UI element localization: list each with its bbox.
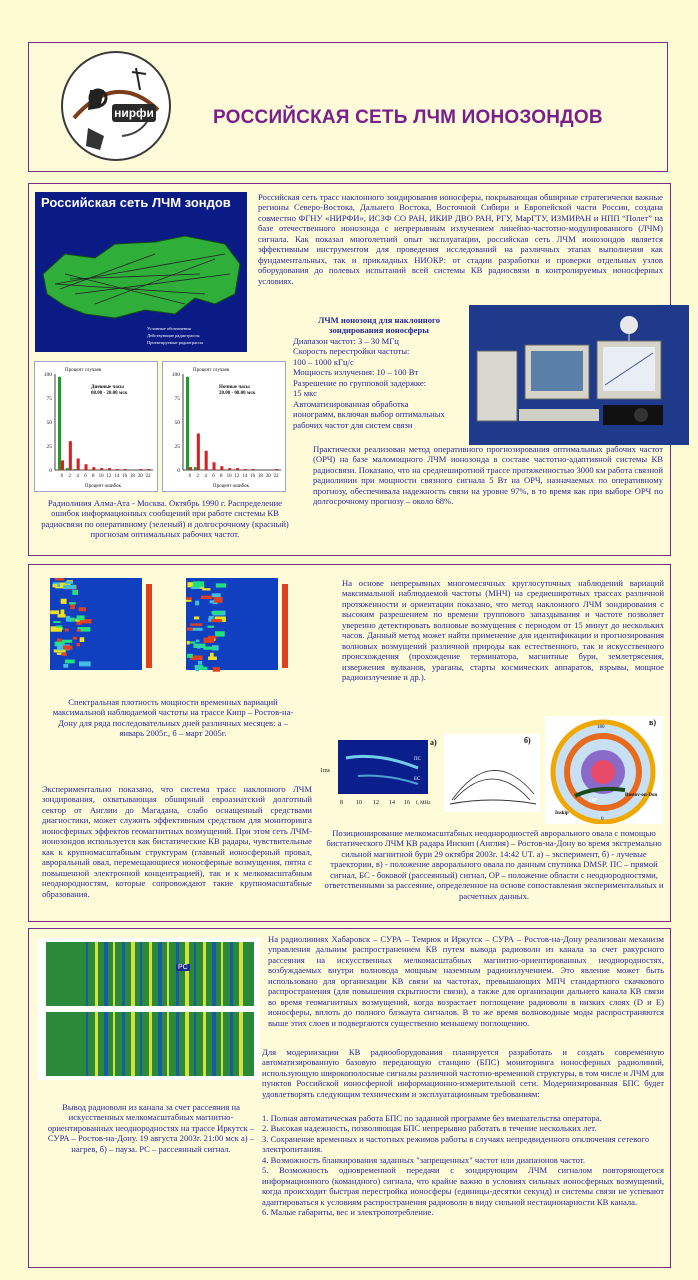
spectrogram-cell [187, 654, 193, 658]
chart-night-ylabel: Процент случаев [193, 368, 230, 373]
spectrogram-cell [190, 641, 196, 643]
y-tick-label: 25 [46, 444, 52, 450]
map-label-op: OP [589, 798, 598, 804]
x-tick-label: 2 [196, 474, 199, 479]
spectrogram-cell [190, 623, 202, 625]
map-drawing [35, 214, 247, 352]
spec-line: 100 – 1000 кГц/с [293, 356, 354, 367]
bar [275, 469, 278, 470]
aurora-caption: Позиционирование мелкомасштабных неоднородностей аврорального овала с помощью бистатического ЛЧМ КВ радара Инскип (Англия) – Ростов-на-Дону во время экстремально сильной магнитной бури 29 октября 2003г. 14:42 UT. а) – эксперимент, б) - лучевые траектории, в) - положение аврорального овала по данным спутника DMSP. ПС – прямой сигнал, БС - боковой (рассеянный) сигнал, OP – положение области с неоднородностями, ответственными за рассеяние, определенное на основе сопоставления экспериментальных и расчетных данных. [324, 828, 664, 901]
heating-caption: Вывод радиоволн из канала за счет рассеяния на искусственных мелкомасштабных магнитно-ориентированных неоднородностях на трассе Иркутск – СУРА – Ростов-на-Дону. 19 августа 2003г. 21:00 мск а) – нагрев, б) – пауза. РС – рассеянный сигнал. [47, 1102, 255, 1154]
spectrogram-cell [76, 643, 80, 646]
heating-stripe [167, 1012, 169, 1076]
heating-stripe [185, 942, 189, 1006]
spec-line: Автоматизированная обработка [293, 398, 409, 409]
x-tick-label: 20 [265, 474, 271, 479]
spectrogram-cell [79, 607, 86, 611]
ionogram-panel [318, 738, 438, 810]
x-tick-label: 4 [204, 474, 207, 479]
spectrogram-cell [57, 645, 63, 651]
requirement-item: 5. Возможность одновременной передачи с зондирующим ЛЧМ сигналом повторяющегося информационного (командного) сигнала, что крайне важно в условиях сильных ионосферных возмущений, когда происходит быстрая перестройка ионосферы (единицы-десятки секунд) и системы связи не успевают адаптироваться к условиям распространения радиоволн в виду сильной нестационарности КВ канала. [262, 1165, 664, 1207]
heating-stripe [239, 942, 243, 1006]
map-legend-0: Условные обозначения [147, 326, 191, 331]
x-tick-label: 14 [114, 474, 120, 479]
chart-day-ylabel: Процент случаев [65, 368, 102, 373]
spectrogram-cell [194, 616, 199, 619]
chart-day-title-line [91, 385, 128, 396]
spectrogram-cell [55, 578, 64, 580]
section1-specs [293, 315, 465, 430]
spectrogram-cell [201, 596, 212, 599]
bar [66, 468, 69, 470]
heating-stripe [230, 1012, 233, 1076]
y-tick-label: 50 [174, 420, 180, 426]
x-tick-label: 2 [68, 474, 71, 479]
bar [213, 462, 216, 470]
heating-stripe [212, 942, 216, 1006]
spectrogram-cell [56, 625, 62, 627]
heating-stripe [140, 942, 142, 1006]
map-title: Российская сеть ЛЧМ зондов [41, 195, 231, 210]
spectrogram-cell [193, 581, 204, 587]
requirement-item: 3. Сохранение временных и частотных режимов работы в случаях непредвиденного отключения сетевого электропитания. [262, 1133, 650, 1155]
x-tick-label: 20 [137, 474, 143, 479]
spectrogram-cell [207, 626, 213, 628]
y-tick-label: 75 [174, 396, 180, 402]
spectrogram-cell [61, 599, 67, 604]
spectrogram-cell [62, 646, 73, 650]
x-tick-label: 6 [84, 474, 87, 479]
ionogram-x-unit: f, MHz [416, 801, 431, 806]
bar [186, 377, 189, 470]
chart-day-panel [34, 361, 158, 492]
heating-stripe [230, 942, 233, 1006]
spectrogram-cell [212, 593, 221, 597]
spectrogram-cell [57, 653, 62, 655]
requirements-list [262, 1113, 664, 1218]
x-tick-label: 4 [76, 474, 79, 479]
heating-stripe [167, 942, 169, 1006]
requirement-item: 4. Возможность бланкирования заданных "запрещенных" частот или диапазонов частот. [262, 1154, 586, 1165]
x-tick-label: 0 [60, 474, 64, 479]
y-tick-label: 0 [49, 468, 52, 474]
map-label-0: 0 [601, 817, 604, 822]
heating-stripe [122, 942, 125, 1006]
chart-day [35, 362, 157, 491]
spectrogram-cell [69, 602, 76, 604]
heating-stripe [239, 1012, 243, 1076]
x-tick-label: 12 [106, 474, 112, 479]
spectrogram-cell [65, 660, 75, 664]
x-tick-label: 0 [188, 474, 192, 479]
tag-pc: PC [178, 964, 188, 971]
map-legend-1: Действующие радиотрассы [147, 333, 200, 338]
bar [194, 467, 197, 470]
label-a: а) [430, 738, 437, 747]
heating-stripe [122, 1012, 125, 1076]
spectrogram-cell [65, 581, 72, 584]
spectrogram-cell [187, 641, 190, 645]
heating-stripe [104, 942, 108, 1006]
section1-intro: Российская сеть трасс наклонного зондирования ионосферы, покрывающая обширные стратегически важные регионы Северо-Востока, Дальнего Востока, Восточной Сибири и Европейской части России, создана совместно ФГНУ «НИРФИ», ИСЗФ СО РАН, ИКИР ДВО РАН, РГУ, МарГТУ, ИЗМИРАН и НПП “Полет” на базе отечественного ионозонда с непрерывным излучением линейно-частотно-модулированного (ЛЧМ) сигнала. Как показал многолетний опыт эксплуатации, российская сеть ЛЧМ ионозондов является эффективным инструментом для проведения исследований на различных этапах выполнения как фундаментальных, так и прикладных НИОКР: от стадии разработки и проверки отдельных узлов оборудования до полевых испытаний всей системы КВ радиосвязи в контролируемых ионосферных условиях. [258, 192, 663, 286]
nirfi-logo [60, 50, 172, 162]
spec-line: Скорость перестройки частоты: [293, 346, 410, 357]
spectrogram-cell [212, 611, 223, 614]
bar [69, 441, 72, 470]
heating-stripe [95, 942, 98, 1006]
x-tick-label: 16 [122, 474, 128, 479]
x-tick-label: 18 [257, 474, 263, 479]
x-tick-label: 22 [273, 474, 279, 479]
bar [252, 469, 255, 470]
heating-stripe [158, 1012, 162, 1076]
mnch-text: На основе непрерывных многомесячных круглосуточных наблюдений вариаций максимальной наблюдаемой частоты (МНЧ) на среднеширотных трассах различной протяженности и ориентации показано, что метод наклонного ЛЧМ зондирования с высоким разрешением по времени группового запаздывания и частоте позволяет уверенно детектировать волновые возмущения с периодом от 15 минут до нескольких часов. Данный метод может найти применение для идентификации и прогнозирования волновых возмущений различной природы как естественного, так и искусственного происхождения (прохождение терминатора, магнитные бури, землетрясения, извержения вулканов, ураганы, старты космических аппаратов, взрывы, мощное радиоизлучение и др.). [342, 578, 664, 683]
chart-day-title-1: Дневные часы [91, 385, 124, 390]
spectrogram-cell [77, 615, 85, 620]
x-tick-label: 22 [145, 474, 151, 479]
map-legend-2: Проектируемые радиотрассы [147, 340, 204, 345]
bar [189, 467, 192, 470]
x-tick-label: 14 [242, 474, 248, 479]
bar [85, 464, 88, 470]
bar [139, 469, 142, 470]
x-tick-label: 18 [129, 474, 135, 479]
ionogram-tick: 8 [340, 800, 343, 806]
requirement-item: 1. Полная автоматическая работа БПС по заданной программе без вмешательства оператора. [262, 1113, 602, 1123]
spec-line: ионограмм, включая выбор оптимальных [293, 409, 445, 420]
x-tick-label: 16 [250, 474, 256, 479]
spectrogram-cell [213, 667, 220, 672]
map-label-180: 180 [597, 725, 605, 730]
spectrum-panel-a [42, 576, 160, 680]
ionogram-tag-bs: БС [414, 777, 421, 782]
ionogram-tag-ps: ПС [414, 757, 421, 762]
y-tick-label: 0 [177, 468, 180, 474]
section3-text2: Для модернизации КВ радиооборудования планируется разработать и создать современную автоматизированную базовую передающую станцию (БПС) мониторинга ионосферных радиолиний, использующую широкополосные сигналы различной частотно-временной структуры, в том числе и ЛЧМ для пунктов Российской ионосферной информационно-измерительной сети. Модернизированная БПС будет удовлетворять следующим техническим и эксплуатационным требованиям: [262, 1047, 664, 1099]
spectrogram-cell [198, 661, 202, 665]
spec-line: Диапазон частот: 3 – 30 МГц [293, 335, 399, 346]
y-tick-label: 50 [46, 420, 52, 426]
colorbar [282, 584, 288, 668]
x-tick-label: 10 [226, 474, 232, 479]
bar [100, 468, 103, 470]
chart-night-title-2: 20.00 - 08.00 мск [219, 391, 256, 396]
section3-text1: На радиолиниях Хабаровск – СУРА – Темрюк и Иркутск – СУРА – Ростов-на-Дону реализован механизм управления дальним распространением КВ путем вывода радиоволн из канала за счет ракурсного рассеяния на искусственных мелкомасштабных магнитно-ориентированных неоднородностях, возбуждаемых внутри волновода мощным наземным радиоизлучением. Это явление может быть использовано для организации КВ связи на частотах, превышающих МПЧ стандартного скачкового распространения (для повышения скрытности связи), а также для организации дальнего канала КВ связи во время геомагнитных возмущений, когда возрастает поглощение радиоволн в низких слоях (D и E) ионосферы, вплоть до полного блэкаута сигналов. В то же время волноводные моды распространяются выше этих слоев и подвергаются существенно меньшему поглощению. [268, 934, 664, 1028]
bar [58, 377, 61, 470]
chart-night-xlabel: Процент ошибок [213, 484, 250, 489]
heating-stripe [86, 1012, 88, 1076]
heating-stripe [176, 1012, 179, 1076]
spectrogram-cell [50, 610, 59, 614]
spec-line: Разрешение по групповой задержке: [293, 377, 427, 388]
heating-stripe [149, 942, 152, 1006]
heating-stripe [212, 1012, 216, 1076]
heating-stripe [176, 942, 179, 1006]
spectrogram-cell [216, 583, 226, 587]
spectrogram-cell [203, 637, 214, 642]
heating-stripe [131, 942, 135, 1006]
map-label-rostov: Rostov-on-Don [625, 793, 658, 798]
spectrogram-cell [215, 631, 225, 636]
requirement-item: 6. Малые габариты, вес и электропотребление. [262, 1207, 434, 1218]
page-title: РОССИЙСКАЯ СЕТЬ ЛЧМ ИОНОЗОНДОВ [213, 107, 603, 128]
heating-stripe [185, 1012, 189, 1076]
ionogram-tick: 14 [389, 800, 395, 806]
chart-day-xlabel: Процент ошибок [85, 484, 122, 489]
heating-stripe [203, 942, 206, 1006]
chart-night [163, 362, 285, 491]
map-label-inskip: Inskip [555, 811, 569, 816]
heating-stripe [104, 1012, 108, 1076]
ionogram-tick: 10 [356, 800, 362, 806]
heating-stripe [113, 942, 115, 1006]
x-tick-label: 8 [220, 474, 223, 479]
heating-stripe [95, 1012, 98, 1076]
logo-text: нирфи [114, 106, 154, 120]
label-b: б) [524, 736, 531, 745]
y-tick-label: 100 [171, 372, 180, 378]
spectrogram-cell [186, 600, 191, 602]
bar [236, 468, 239, 470]
chart-night-title-1: Ночные часы [219, 385, 250, 390]
heating-stripe [131, 1012, 135, 1076]
spectrogram-cell [58, 614, 66, 617]
spectrogram-cell [73, 637, 77, 640]
spectrogram-bg [50, 578, 142, 670]
chart-day-title-2: 08.00 - 20.00 мск [91, 391, 128, 396]
spectrum-caption: Спектральная плотность мощности временных вариаций максимальной наблюдаемой частоты на трассе Кипр – Ростов-на-Дону для ряда последовательных дней различных месяцев: а – январь 2005г., б – март 2005г. [52, 697, 294, 739]
bar [124, 469, 127, 470]
y-tick-label: 25 [174, 444, 180, 450]
ionogram-tick: 16 [404, 800, 410, 806]
spectrogram-cell [77, 629, 81, 632]
spectrogram-cell [62, 653, 67, 656]
spectrogram-cell [63, 664, 68, 668]
ray-paths-panel [444, 734, 540, 812]
spectrogram-cell [210, 653, 214, 658]
bar [244, 469, 247, 470]
ionosonde-equipment-photo [469, 305, 689, 445]
heating-stripe [194, 1012, 196, 1076]
x-tick-label: 8 [92, 474, 95, 479]
spectrogram-cell [72, 590, 78, 595]
ionogram-y-label: 1ms [320, 768, 331, 774]
chart-night-title-line [219, 385, 256, 396]
experiment-text: Экспериментально показано, что система трасс наклонного ЛЧМ зондирования, охватывающая обширный евроазиатский долготный сектор от Англии до Магадана, слабо оснащенный средствами диагностики, может служить эффективным средством для мониторинга ионосферных эффектов геомагнитных возмущений. При этом сеть ЛЧМ-ионозондов используется как бистатические КВ радары, чувствительные как к крупномасштабным структурам (главный ионосферный провал, авроральный овал, перемещающиеся ионосферные возмущения, пятна с повышенной электронной концентрацией), так и к мелкомасштабным неоднородностям, которые сопровождают такие крупномасштабные образования. [42, 784, 312, 899]
bar [228, 468, 231, 470]
bar [220, 466, 223, 470]
spectrogram-cell [63, 585, 76, 589]
spectrogram-cell [79, 661, 91, 666]
chart-night-panel [162, 361, 286, 492]
spectrogram-cell [197, 644, 200, 648]
spectrogram-cell [53, 621, 60, 623]
heating-stripe [221, 1012, 223, 1076]
x-tick-label: 6 [212, 474, 215, 479]
spectrogram-cell [65, 628, 69, 631]
bar [92, 467, 95, 470]
spectrogram-cell [195, 601, 199, 606]
bar [205, 451, 208, 470]
bar [197, 434, 200, 470]
spectrogram-cell [66, 616, 70, 622]
bar [74, 469, 77, 470]
y-tick-label: 100 [43, 372, 52, 378]
ionogram-tick: 12 [373, 800, 379, 806]
label-c: в) [649, 718, 656, 727]
spectrogram-cell [52, 584, 57, 587]
specs-title: ЛЧМ ионозонд для наклонного зондирования ионосферы [317, 315, 441, 336]
x-tick-label: 12 [234, 474, 240, 479]
bar [77, 458, 80, 470]
y-tick-label: 75 [46, 396, 52, 402]
bar [61, 460, 64, 470]
spectrogram-cell [196, 640, 199, 643]
heating-stripe [194, 942, 196, 1006]
spec-line: рабочих частот для систем связи [293, 419, 413, 430]
bar [116, 469, 119, 470]
requirement-item: 2. Высокая надежность, позволяющая БПС непрерывно работать в течение нескольких лет. [262, 1123, 597, 1134]
spec-line: 15 мкс [293, 388, 317, 399]
spectrogram-cell [187, 628, 193, 631]
bar [108, 468, 111, 470]
spectrogram-cell [211, 619, 222, 622]
chart-caption: Радиолиния Алма-Ата - Москва. Октябрь 1990 г. Распределение ошибок информационных сообщений при работе системы КВ радиосвязи по оперативному (зеленый) и долгосрочному (красный) прогнозам оптимальных рабочих частот. [41, 498, 289, 540]
spectrum-panel-b [178, 576, 296, 680]
x-tick-label: 10 [98, 474, 104, 479]
heating-spectrogram [38, 938, 260, 1080]
spectrogram-cell [214, 597, 223, 603]
heating-stripe [149, 1012, 152, 1076]
heating-stripe [113, 1012, 115, 1076]
spectrogram-cell [80, 637, 85, 642]
heating-stripe [203, 1012, 206, 1076]
heating-stripe [86, 942, 88, 1006]
heating-stripe [221, 942, 223, 1006]
aurora-oval-map [545, 716, 663, 824]
spec-line: Мощность излучения: 10 – 100 Вт [293, 367, 419, 378]
colorbar [146, 584, 152, 668]
russia-network-map [35, 192, 247, 352]
spectrogram-cell [186, 597, 192, 600]
heating-stripe [140, 1012, 142, 1076]
bar [147, 469, 150, 470]
orch-text: Практически реализован метод оперативного прогнозирования оптимальных рабочих частот (ОРЧ) на базе маломощного ЛЧМ ионозонда в составе частотно-адаптивной системы КВ радиосвязи. Показано, что на среднеширотной трассе протяженностью 3000 км работа связной радиолинии при мощности связного сигнала 5 Вт на ОРЧ, назначаемых по оперативному прогнозу, обеспечивала надежность связи на уровне 97%, в то время как при выборе ОРЧ по долгосрочному прогнозу – около 68%. [313, 444, 663, 507]
spectrogram-cell [196, 665, 199, 671]
heating-stripe [158, 942, 162, 1006]
